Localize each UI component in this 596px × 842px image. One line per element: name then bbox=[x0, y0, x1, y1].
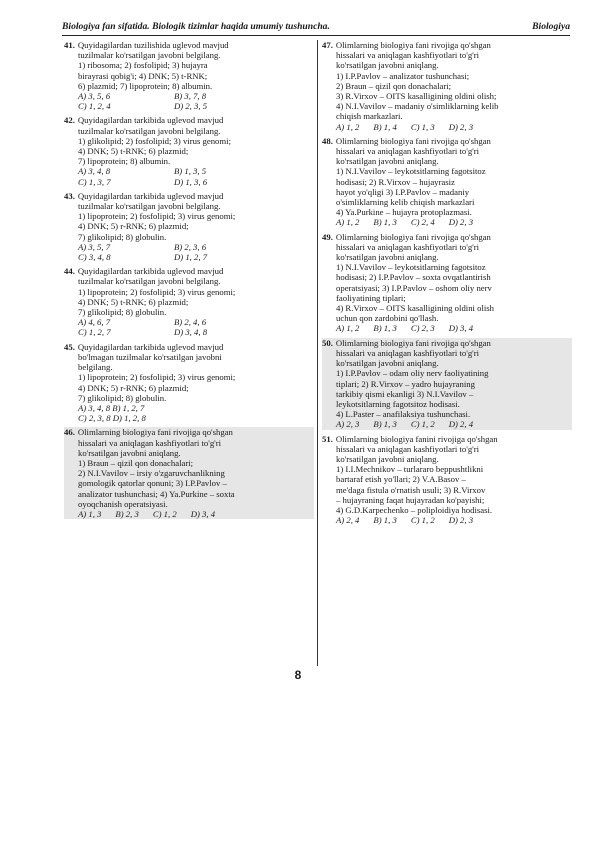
question-line: 4) N.I.Vavilov – madaniy o'simliklarning kelib bbox=[336, 101, 499, 112]
right-column bbox=[322, 40, 572, 529]
question-line: bo'lmagan tuzilmalar ko'rsatilgan javobni bbox=[78, 351, 222, 362]
question-line: 4) R.Virxov – OITS kasalligining oldini olish bbox=[336, 303, 495, 314]
question-line: hodisasi; 2) I.P.Pavlov – soxta ovqatlantirish bbox=[336, 272, 491, 283]
question-line: 7) glikolipid; 8) globulin. bbox=[78, 392, 167, 403]
answer-option: A) 3, 5, 6 bbox=[78, 91, 111, 102]
question-line: 1) ribosoma; 2) fosfolipid; 3) hujayra bbox=[78, 60, 208, 71]
question-block bbox=[64, 427, 314, 519]
answer-option: B) 1, 3, 5 bbox=[174, 166, 207, 177]
answer-option: C) 1, 2, 7 bbox=[78, 327, 111, 338]
question-text: Olimlarning biologiya fanini rivojiga qo'shgan bbox=[335, 433, 498, 444]
question-stem bbox=[322, 136, 572, 146]
question-text: Quyidagilardan tarkibida uglevod mavjud bbox=[77, 266, 224, 277]
question-stem bbox=[64, 191, 314, 201]
question-line: hissalari va aniqlagan kashfiyotlari to'g'ri bbox=[336, 50, 480, 61]
question-line: tarkibiy qismi ekanligi 3) N.I.Vavilov – bbox=[336, 388, 474, 399]
answer-option: C) 1, 3, 7 bbox=[78, 176, 111, 187]
answer-option: A) 2, 4 bbox=[336, 515, 360, 526]
answer-option: C) 2, 3, 8 D) 1, 2, 8 bbox=[78, 413, 146, 424]
question-line: 4) Ya.Purkine – hujayra protoplazmasi. bbox=[336, 207, 472, 218]
question-text: Olimlarning biologiya fani rivojiga qo'shgan bbox=[335, 337, 491, 348]
question-stem bbox=[64, 40, 314, 50]
question-number: 47. bbox=[322, 40, 333, 50]
question-line: 2) Braun – qizil qon donachalari; bbox=[336, 80, 452, 91]
question-line: 1) lipoprotein; 2) fosfolipid; 3) virus genomi; bbox=[78, 286, 236, 297]
question-line: faoliyatining tiplari; bbox=[336, 292, 406, 303]
answer-option: D) 2, 3 bbox=[448, 217, 474, 228]
column-divider bbox=[317, 40, 318, 666]
answer-options bbox=[322, 323, 572, 333]
question-line: hayot yo'qligi 3) I.P.Pavlov – madaniy bbox=[336, 186, 470, 197]
answer-option: C) 1, 2, 4 bbox=[78, 101, 111, 112]
question-line: 1) I.P.Pavlov – analizator tushunchasi; bbox=[336, 70, 470, 81]
question-line: chiqish markazlari. bbox=[336, 111, 403, 122]
question-line: hissalari va aniqlagan kashfiyotlari to'g'ri bbox=[78, 437, 222, 448]
question-stem bbox=[322, 434, 572, 444]
question-line: me'daga fistula o'rnatish usuli; 3) R.Virxov bbox=[336, 484, 486, 495]
question-line: 4) DNK; 5) t-RNK; 6) plazmid; bbox=[78, 146, 189, 157]
answer-option: A) 3, 4, 8 B) 1, 2, 7 bbox=[78, 402, 145, 413]
question-number: 45. bbox=[64, 341, 75, 352]
answer-option: C) 1, 2 bbox=[410, 419, 435, 430]
question-number: 43. bbox=[64, 190, 75, 201]
question-block bbox=[64, 342, 314, 424]
question-line: belgilang. bbox=[78, 362, 113, 373]
question-line: leykotsitlarning fagotsitoz hodisasi. bbox=[336, 398, 460, 409]
question-line: 3) R.Virxov – OITS kasalligining oldini olish; bbox=[336, 91, 497, 102]
answer-option: D) 2, 3 bbox=[448, 515, 474, 526]
question-block bbox=[322, 338, 572, 430]
answer-option: C) 2, 3 bbox=[410, 323, 435, 334]
question-stem bbox=[64, 115, 314, 125]
question-line: hissalari va aniqlagan kashfiyotlari to'g'ri bbox=[336, 146, 480, 157]
question-block bbox=[64, 266, 314, 337]
question-line: oyoqchanish operatsiyasi. bbox=[78, 498, 168, 509]
question-block bbox=[64, 40, 314, 111]
answer-option: A) 1, 2 bbox=[336, 323, 360, 334]
question-block bbox=[322, 232, 572, 334]
answer-option: B) 2, 3, 6 bbox=[174, 241, 207, 252]
question-line: hissalari va aniqlagan kashfiyotlari to'g'ri bbox=[336, 443, 480, 454]
question-line: 1) N.I.Vavilov – leykotsitlarning fagotsitoz bbox=[336, 262, 486, 273]
answer-option: B) 2, 4, 6 bbox=[174, 317, 207, 328]
answer-options bbox=[322, 217, 572, 227]
answer-options bbox=[322, 419, 572, 429]
question-block bbox=[322, 40, 572, 132]
question-line: ko'rsatilgan javobni aniqlang. bbox=[336, 156, 439, 167]
question-line: ko'rsatilgan javobni aniqlang. bbox=[336, 252, 439, 263]
answer-option: A) 3, 5, 7 bbox=[78, 241, 111, 252]
answer-option: B) 3, 7, 8 bbox=[174, 91, 207, 102]
question-line: operatsiyasi; 3) I.P.Pavlov – oshom oliy nerv bbox=[336, 282, 492, 293]
answer-options bbox=[64, 317, 314, 337]
page-number: 8 bbox=[294, 668, 302, 682]
answer-option: D) 2, 4 bbox=[448, 419, 474, 430]
question-text: Olimlarning biologiya fani rivojiga qo'shgan bbox=[335, 135, 491, 146]
question-line: o'simliklarning kelib chiqish markazlari bbox=[336, 197, 475, 208]
question-line: 7) glikolipid; 8) globulin. bbox=[78, 307, 167, 318]
question-stem bbox=[322, 40, 572, 50]
question-stem bbox=[64, 342, 314, 352]
question-line: hissalari va aniqlagan kashfiyotlari to'g'ri bbox=[336, 241, 480, 252]
answer-option: D) 2, 3 bbox=[448, 121, 474, 132]
question-text: Quyidagilardan tarkibida uglevod mavjud bbox=[77, 115, 224, 126]
question-text: Olimlarning biologiya fani rivojiga qo'shgan bbox=[335, 231, 491, 242]
question-line: 4) G.D.Karpechenko – poliploidiya hodisasi. bbox=[336, 504, 493, 515]
question-block bbox=[64, 191, 314, 262]
question-number: 44. bbox=[64, 266, 75, 277]
answer-option: A) 2, 3 bbox=[336, 419, 360, 430]
answer-option: C) 3, 4, 8 bbox=[78, 252, 111, 263]
question-line: gomologik qatorlar qonuni; 3) I.P.Pavlov – bbox=[78, 478, 227, 489]
question-block bbox=[322, 136, 572, 228]
question-line: 1) I.I.Mechnikov – turlararo beppushtlikni bbox=[336, 464, 484, 475]
question-number: 50. bbox=[322, 337, 333, 348]
question-line: tuzilmalar ko'rsatilgan javobni belgilang. bbox=[78, 201, 221, 212]
question-line: 1) N.I.Vavilov – leykotsitlarning fagotsitoz bbox=[336, 166, 486, 177]
question-line: ko'rsatilgan javobni aniqlang. bbox=[336, 358, 439, 369]
question-line: bartaraf etish yo'llari; 2) V.A.Basov – bbox=[336, 474, 466, 485]
question-line: 2) N.I.Vavilov – irsiy o'zgaruvchanlikning bbox=[78, 468, 225, 479]
question-number: 41. bbox=[64, 40, 75, 50]
question-line: 4) DNK; 5) t-RNK; 6) plazmid; bbox=[78, 296, 189, 307]
question-stem bbox=[322, 338, 572, 348]
answer-option: B) 1, 3 bbox=[373, 419, 397, 430]
question-line: 1) lipoprotein; 2) fosfolipid; 3) virus genomi; bbox=[78, 211, 236, 222]
question-line: 7) lipoprotein; 8) albumin. bbox=[78, 156, 171, 167]
answer-option: C) 1, 2 bbox=[410, 515, 435, 526]
question-line: 1) I.P.Pavlov – odam oliy nerv faoliyatining bbox=[336, 368, 489, 379]
question-number: 48. bbox=[322, 135, 333, 146]
question-number: 46. bbox=[64, 427, 75, 438]
answer-option: D) 1, 2, 7 bbox=[174, 252, 208, 263]
answer-option: D) 3, 4, 8 bbox=[174, 327, 208, 338]
question-block bbox=[64, 115, 314, 186]
answer-option: D) 3, 4 bbox=[448, 323, 474, 334]
question-line: 7) glikolipid; 8) globulin. bbox=[78, 231, 167, 242]
question-line: – hujayraning faqat hujayradan ko'payishi; bbox=[336, 494, 485, 505]
answer-option: A) 3, 4, 8 bbox=[78, 166, 111, 177]
answer-option: B) 1, 3 bbox=[373, 515, 397, 526]
question-line: 1) Braun – qizil qon donachalari; bbox=[78, 457, 194, 468]
answer-option: B) 1, 4 bbox=[373, 121, 397, 132]
question-text: Quyidagilardan tarkibida uglevod mavjud bbox=[77, 190, 224, 201]
left-column bbox=[64, 40, 314, 523]
question-line: uchun qon zardobini qo'llash. bbox=[336, 313, 439, 324]
question-line: tuzilmalar ko'rsatilgan javobni belgilang. bbox=[78, 276, 221, 287]
answer-option: B) 2, 3 bbox=[115, 508, 139, 519]
question-line: analizator tushunchasi; 4) Ya.Purkine – soxta bbox=[78, 488, 235, 499]
question-line: tuzilmalar ko'rsatilgan javobni belgilang. bbox=[78, 125, 221, 136]
question-number: 49. bbox=[322, 231, 333, 242]
question-stem bbox=[64, 266, 314, 276]
question-stem bbox=[322, 232, 572, 242]
answer-option: A) 1, 2 bbox=[336, 217, 360, 228]
header-subject: Biologiya bbox=[532, 21, 570, 32]
answer-options bbox=[64, 242, 314, 262]
question-line: ko'rsatilgan javobni aniqlang. bbox=[336, 453, 439, 464]
question-line: 1) glikolipid; 2) fosfolipid; 3) virus genomi; bbox=[78, 135, 231, 146]
question-line: hodisasi; 2) R.Virxov – hujayrasiz bbox=[336, 176, 455, 187]
answer-option: A) 1, 2 bbox=[336, 121, 360, 132]
answer-option: D) 1, 3, 6 bbox=[174, 176, 208, 187]
question-line: 4) L.Paster – anafilaksiya tushunchasi. bbox=[336, 409, 471, 420]
question-text: Quyidagilardan tarkibida uglevod mavjud bbox=[77, 341, 224, 352]
answer-option: B) 1, 3 bbox=[373, 323, 397, 334]
answer-option: D) 3, 4 bbox=[190, 508, 216, 519]
question-line: birayrasi qobig'i; 4) DNK; 5) t-RNK; bbox=[78, 70, 208, 81]
answer-option: C) 1, 2 bbox=[152, 508, 177, 519]
answer-option: D) 2, 3, 5 bbox=[174, 101, 208, 112]
answer-options bbox=[64, 166, 314, 186]
answer-options bbox=[64, 509, 314, 519]
answer-options bbox=[322, 122, 572, 132]
question-line: 4) DNK; 5) r-RNK; 6) plazmid; bbox=[78, 221, 189, 232]
question-line: ko'rsatilgan javobni aniqlang. bbox=[78, 447, 181, 458]
answer-option: C) 1, 3 bbox=[410, 121, 435, 132]
page-header bbox=[62, 18, 570, 36]
question-number: 51. bbox=[322, 433, 333, 444]
question-line: tiplari; 2) R.Virxov – yadro hujayraning bbox=[336, 378, 475, 389]
answer-option: C) 2, 4 bbox=[410, 217, 435, 228]
header-title: Biologiya fan sifatida. Biologik tizimlar haqida umumiy tushuncha. bbox=[62, 21, 330, 32]
question-text: Olimlarning biologiya fani rivojiga qo'shgan bbox=[77, 427, 233, 438]
question-line: 1) lipoprotein; 2) fosfolipid; 3) virus genomi; bbox=[78, 372, 236, 383]
question-line: hissalari va aniqlagan kashfiyotlari to'g'ri bbox=[336, 347, 480, 358]
answer-options bbox=[322, 515, 572, 525]
answer-option: A) 1, 3 bbox=[78, 508, 102, 519]
question-line: ko'rsatilgan javobni aniqlang. bbox=[336, 60, 439, 71]
answer-options bbox=[64, 91, 314, 111]
question-line: tuzilmalar ko'rsatilgan javobni belgilang. bbox=[78, 50, 221, 61]
question-number: 42. bbox=[64, 115, 75, 126]
answer-option: A) 4, 6, 7 bbox=[78, 317, 111, 328]
question-text: Quyidagilardan tuzilishida uglevod mavjud bbox=[77, 40, 229, 50]
question-stem bbox=[64, 427, 314, 437]
question-line: 6) plazmid; 7) lipoprotein; 8) albumin. bbox=[78, 80, 213, 91]
question-block bbox=[322, 434, 572, 526]
question-text: Olimlarning biologiya fani rivojiga qo'shgan bbox=[335, 40, 491, 50]
question-line: 4) DNK; 5) r-RNK; 6) plazmid; bbox=[78, 382, 189, 393]
answer-option: B) 1, 3 bbox=[373, 217, 397, 228]
